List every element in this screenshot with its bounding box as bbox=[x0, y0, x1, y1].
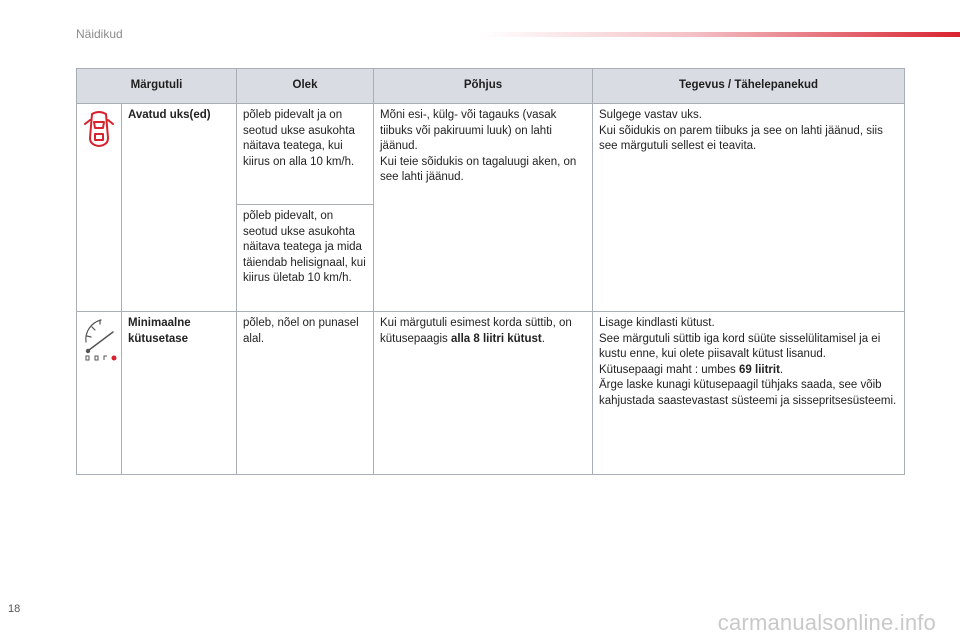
cause-cell bbox=[374, 312, 593, 475]
indicator-name-cell bbox=[122, 104, 237, 312]
state-cell bbox=[237, 205, 374, 312]
table-header-row bbox=[77, 69, 905, 104]
icon-cell bbox=[77, 104, 122, 312]
action-cell bbox=[593, 104, 905, 312]
indicator-name-cell bbox=[122, 312, 237, 475]
watermark: carmanualsonline.info bbox=[717, 610, 936, 635]
action-text: Ärge laske kunagi kütusepaagil tühjaks saada, see võib kahjustada saastevastast süsteemi ja sissepritsesüsteemi. bbox=[599, 379, 897, 407]
table-row bbox=[77, 104, 905, 205]
indicator-name: Minimaalne kütusetase bbox=[128, 317, 191, 345]
page-number: 18 bbox=[8, 603, 21, 615]
cause-text: Mõni esi-, külg- või tagauks (vasak tiibuks või pakiruumi luuk) on lahti jäänud. bbox=[380, 109, 557, 152]
col-header-cause: Põhjus bbox=[374, 69, 593, 104]
cause-cell bbox=[374, 104, 593, 312]
action-text: Kui sõidukis on parem tiibuks ja see on lahti jäänud, siis see märgutuli sellest ei teavita. bbox=[599, 124, 883, 152]
indicator-table bbox=[76, 68, 905, 475]
icon-cell bbox=[77, 312, 122, 475]
state-text: põleb pidevalt ja on seotud ukse asukohta näitava teatega, kui kiirus on alla 10 km/h. bbox=[243, 109, 355, 168]
col-header-indicator: Märgutuli bbox=[77, 69, 237, 104]
open-door-car-icon bbox=[84, 141, 114, 153]
cause-punctuation: . bbox=[541, 332, 545, 345]
capacity-value: 69 liitrit bbox=[739, 363, 780, 376]
table-row bbox=[77, 312, 905, 475]
col-header-action: Tegevus / Tähelepanekud bbox=[593, 69, 905, 104]
col-header-state: Olek bbox=[237, 69, 374, 104]
fuel-gauge-icon bbox=[83, 355, 123, 367]
capacity-label: Kütusepaagi maht : umbes bbox=[599, 363, 736, 376]
header-accent-bar bbox=[480, 32, 960, 37]
capacity-punctuation: . bbox=[779, 363, 784, 376]
action-text: See märgutuli süttib iga kord süüte sisselülitamisel ja ei kustu enne, kui olete piisavalt kütust lisanud. bbox=[599, 332, 881, 360]
cause-emphasis: alla 8 liitri kütust bbox=[450, 332, 542, 345]
cause-text: Kui märgutuli esimest korda süttib, on kütusepaagis bbox=[380, 317, 572, 345]
indicator-name: Avatud uks(ed) bbox=[128, 109, 211, 121]
action-cell bbox=[593, 312, 905, 475]
state-text: põleb, nõel on punasel alal. bbox=[243, 317, 359, 345]
action-text: Sulgege vastav uks. bbox=[599, 109, 702, 121]
action-text bbox=[599, 363, 898, 379]
state-text: põleb pidevalt, on seotud ukse asukohta näitava teatega ja mida täiendab helisignaal, kui kiirus ületab 10 km/h. bbox=[243, 210, 366, 284]
state-cell bbox=[237, 104, 374, 205]
action-text: Lisage kindlasti kütust. bbox=[599, 317, 715, 329]
cause-text: Kui teie sõidukis on tagaluugi aken, on see lahti jäänud. bbox=[380, 155, 577, 183]
state-cell bbox=[237, 312, 374, 475]
section-title: Näidikud bbox=[76, 27, 123, 41]
